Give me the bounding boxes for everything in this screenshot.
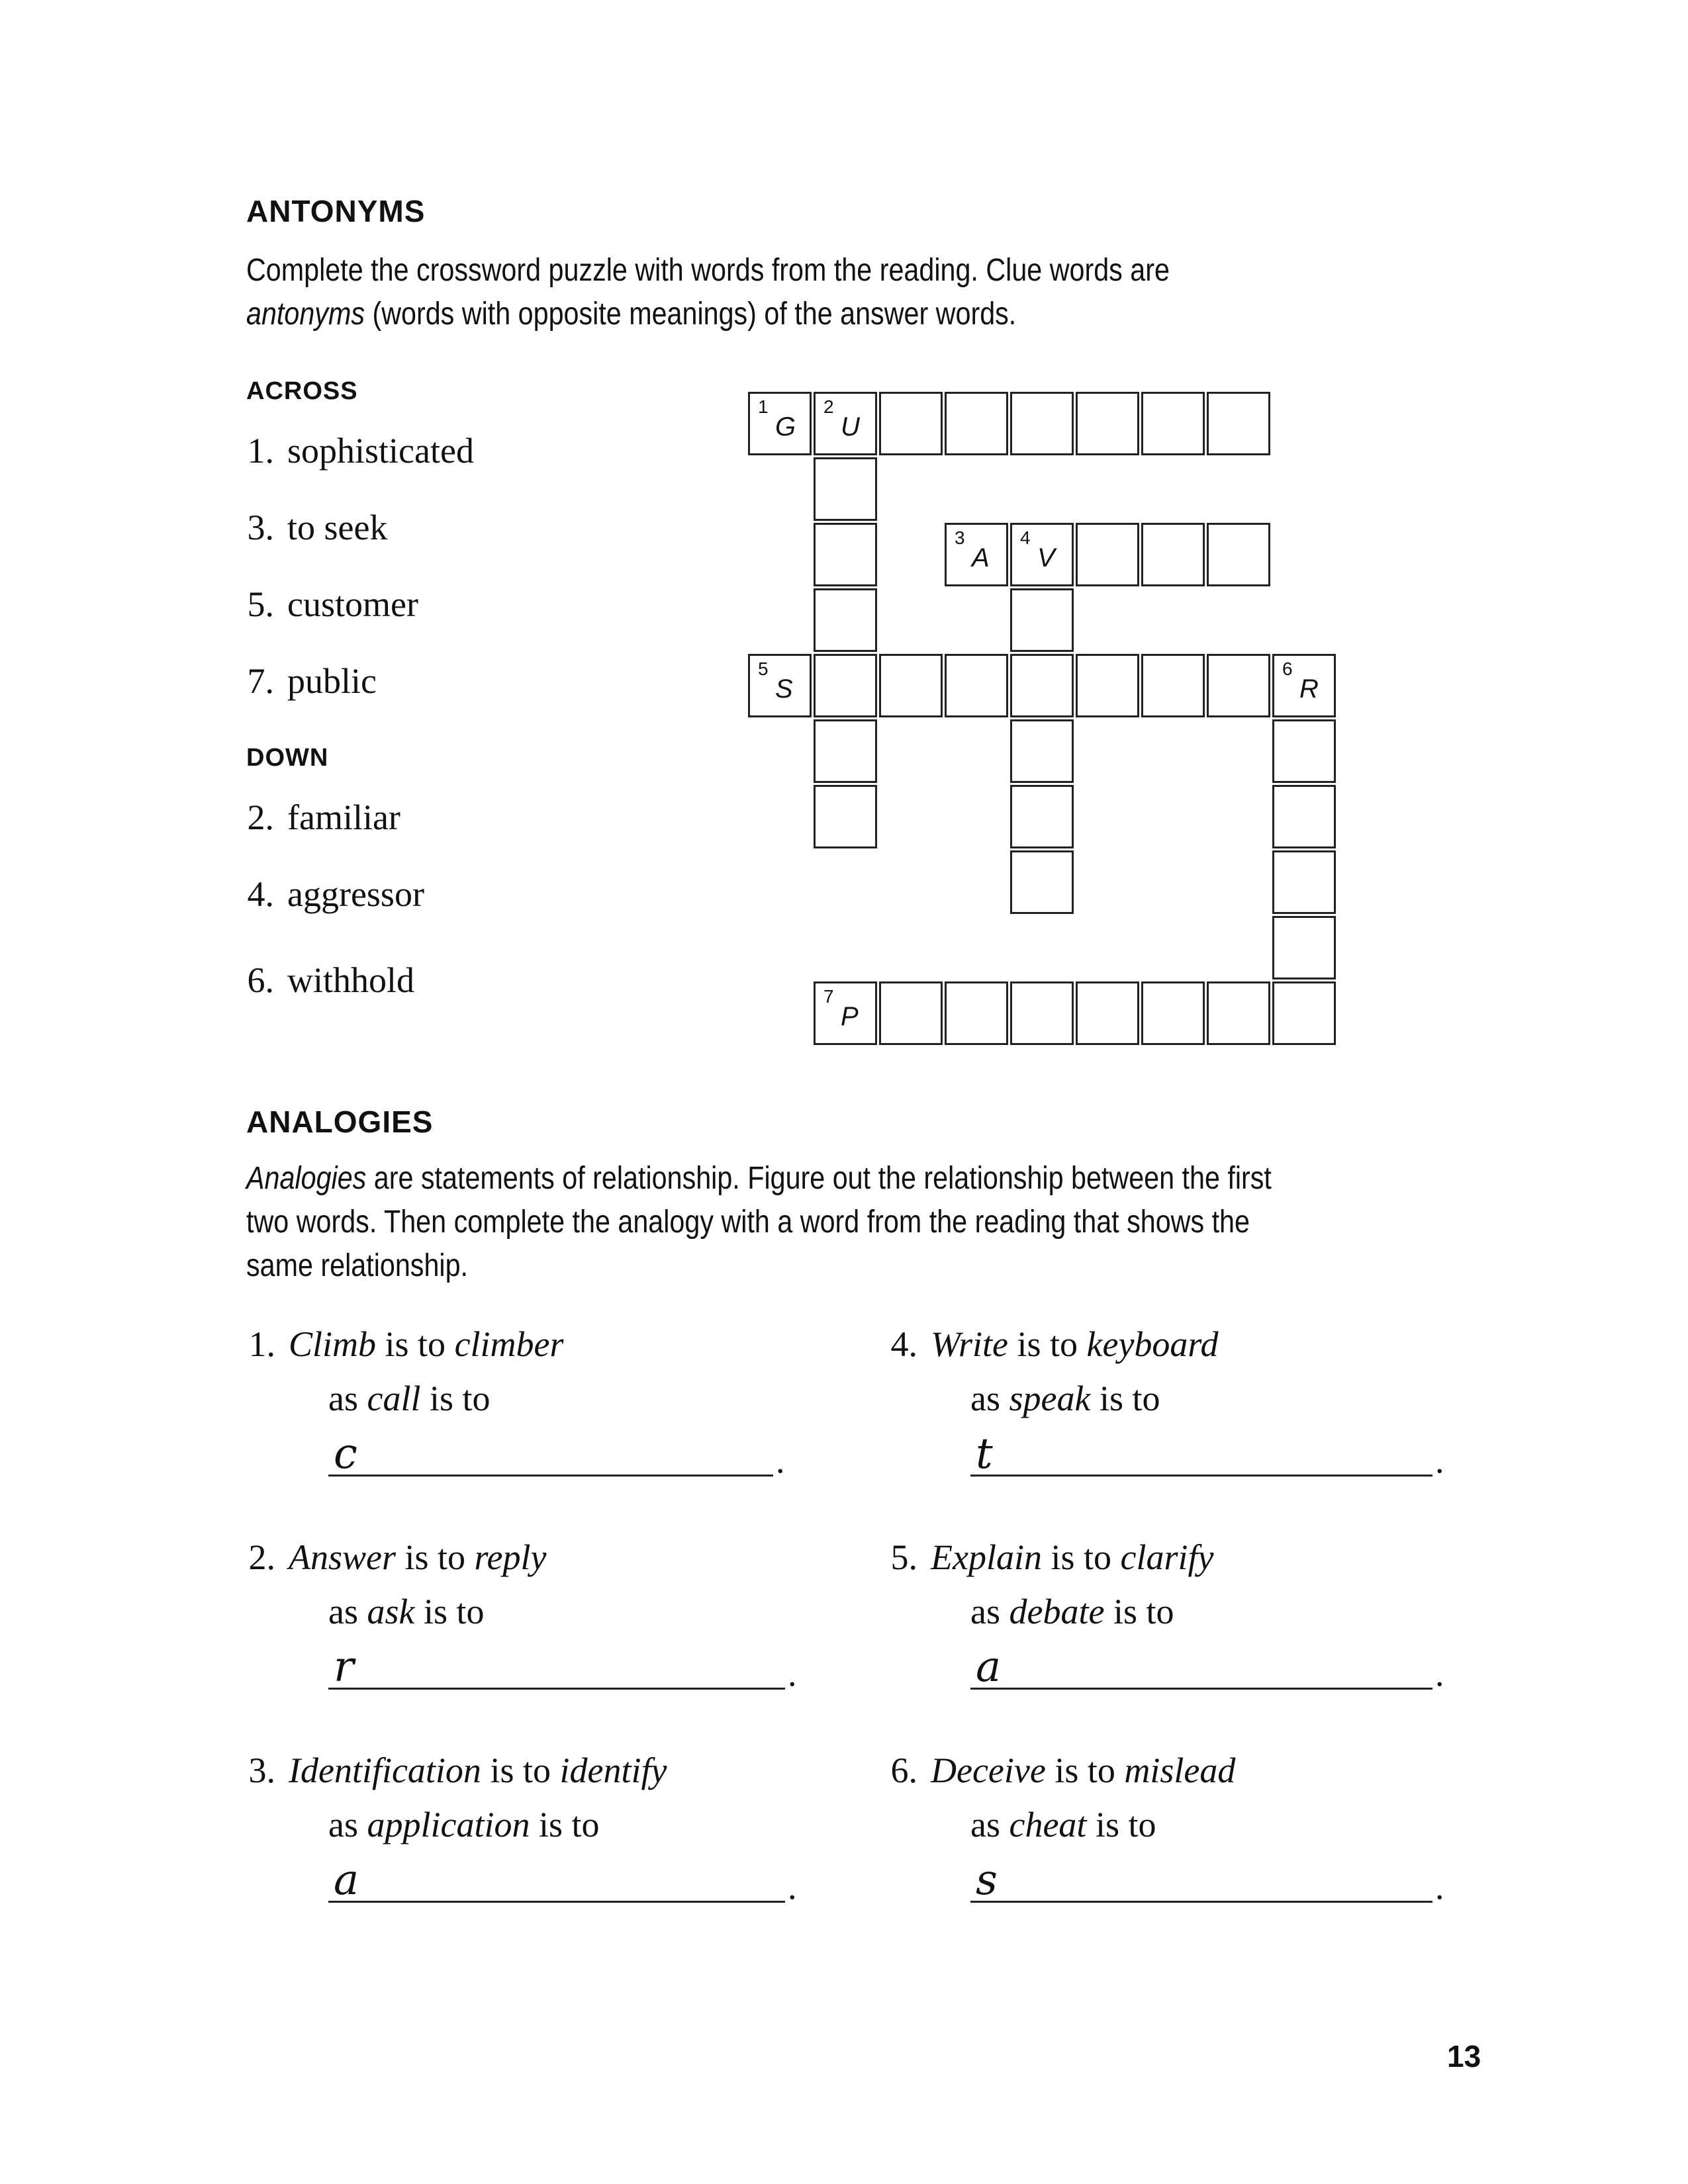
- analogy-3-period: .: [788, 1867, 797, 1907]
- analogy-number: 2.: [248, 1537, 275, 1577]
- clue-number: 7.: [247, 661, 274, 701]
- crossword-start-letter: V: [1037, 543, 1055, 572]
- analogy-tail: is to: [530, 1805, 600, 1844]
- crossword-cell[interactable]: [1207, 392, 1270, 455]
- analogy-as: as: [970, 1592, 1009, 1631]
- clue-number: 5.: [247, 584, 274, 624]
- analogy-term-b: climber: [454, 1324, 564, 1364]
- analogy-term-b: clarify: [1120, 1537, 1214, 1577]
- analogy-1-line-1: [222, 1324, 564, 1365]
- analogy-2-period: .: [788, 1654, 797, 1694]
- analogy-tail: is to: [1090, 1379, 1160, 1418]
- crossword-cell-start-1[interactable]: [748, 392, 812, 455]
- analogy-term-c: ask: [367, 1592, 415, 1631]
- antonyms-instructions-line-1: Complete the crossword puzzle with words from the reading. Clue words are: [246, 253, 1170, 288]
- down-clue-6: [220, 960, 414, 1001]
- analogy-6-line-1: [865, 1750, 1235, 1791]
- antonyms-italic-term: antonyms: [246, 296, 365, 332]
- analogy-connector: is to: [376, 1324, 455, 1364]
- crossword-clue-number: 3: [955, 527, 965, 548]
- crossword-cell[interactable]: [1272, 981, 1336, 1045]
- analogy-as: as: [328, 1592, 367, 1631]
- crossword-cell[interactable]: [814, 588, 877, 652]
- analogy-connector: is to: [1045, 1751, 1125, 1790]
- analogy-hint-letter: a: [976, 1643, 1002, 1692]
- crossword-cell-start-5[interactable]: [748, 654, 812, 717]
- analogy-tail: is to: [420, 1379, 491, 1418]
- clue-text: familiar: [287, 797, 400, 837]
- crossword-clue-number: 6: [1282, 659, 1293, 679]
- antonyms-instructions-line-2-rest: (words with opposite meanings) of the answer words.: [364, 296, 1017, 332]
- analogy-term-a: Deceive: [931, 1751, 1046, 1790]
- crossword-cell[interactable]: [1207, 523, 1270, 586]
- crossword-cell[interactable]: [945, 981, 1008, 1045]
- analogy-5-period: .: [1435, 1654, 1444, 1694]
- analogy-term-c: debate: [1009, 1592, 1105, 1631]
- crossword-cell[interactable]: [879, 981, 943, 1045]
- crossword-cell[interactable]: [814, 654, 877, 717]
- analogy-3-line-1: [222, 1750, 667, 1791]
- analogy-3-line-2: [328, 1804, 600, 1845]
- across-label: ACROSS: [246, 377, 358, 405]
- antonyms-instructions: [246, 249, 1170, 336]
- analogy-4-line-2: [970, 1378, 1160, 1419]
- analogies-intro-line-3: same relationship.: [246, 1248, 468, 1283]
- analogy-connector: is to: [1041, 1537, 1121, 1577]
- crossword-clue-number: 4: [1020, 527, 1031, 548]
- crossword-cell[interactable]: [1076, 392, 1139, 455]
- analogy-tail: is to: [1104, 1592, 1174, 1631]
- analogy-2-line-1: [222, 1537, 546, 1578]
- across-clue-3: [220, 507, 387, 548]
- crossword-cell-start-3[interactable]: [945, 523, 1008, 586]
- analogy-5-line-2: [970, 1591, 1174, 1632]
- crossword-cell[interactable]: [1272, 719, 1336, 783]
- clue-number: 2.: [247, 797, 274, 837]
- analogies-intro-line-1-rest: are statements of relationship. Figure out the relationship between the first: [366, 1161, 1272, 1196]
- crossword-start-letter: P: [841, 1002, 859, 1031]
- crossword-cell-start-6[interactable]: [1272, 654, 1336, 717]
- analogy-tail: is to: [414, 1592, 485, 1631]
- crossword-cell[interactable]: [1010, 719, 1074, 783]
- crossword-cell[interactable]: [1141, 654, 1205, 717]
- crossword-start-letter: U: [841, 412, 860, 441]
- crossword-cell[interactable]: [814, 719, 877, 783]
- analogy-term-a: Identification: [289, 1751, 481, 1790]
- crossword-clue-number: 7: [823, 986, 834, 1007]
- clue-number: 1.: [247, 431, 274, 471]
- analogy-term-a: Climb: [289, 1324, 377, 1364]
- crossword-cell[interactable]: [1076, 981, 1139, 1045]
- analogy-term-c: speak: [1009, 1379, 1091, 1418]
- analogy-term-c: application: [367, 1805, 530, 1844]
- analogy-hint-letter: a: [334, 1856, 359, 1905]
- across-clue-5: [220, 584, 418, 625]
- analogy-term-a: Answer: [289, 1537, 396, 1577]
- crossword-clue-number: 5: [758, 659, 769, 679]
- down-clue-2: [220, 797, 400, 838]
- crossword-cell[interactable]: [1272, 916, 1336, 979]
- clue-text: aggressor: [287, 874, 424, 914]
- analogy-1-line-2: [328, 1378, 491, 1419]
- down-label: DOWN: [246, 744, 329, 772]
- analogy-number: 1.: [248, 1324, 275, 1364]
- analogies-intro: [246, 1157, 1272, 1288]
- across-clue-7: [220, 660, 377, 702]
- analogy-5-line-1: [865, 1537, 1213, 1578]
- analogy-4-line-1: [865, 1324, 1218, 1365]
- crossword-cell[interactable]: [1010, 981, 1074, 1045]
- analogy-as: as: [328, 1805, 367, 1844]
- analogy-5-answer-blank[interactable]: [970, 1643, 1432, 1692]
- crossword-cell[interactable]: [1207, 981, 1270, 1045]
- clue-text: customer: [287, 584, 418, 624]
- crossword-cell[interactable]: [814, 457, 877, 521]
- page-number: 13: [1447, 2039, 1481, 2073]
- analogy-6-answer-blank[interactable]: [970, 1856, 1432, 1905]
- analogy-6-line-2: [970, 1804, 1156, 1845]
- crossword-cell-start-4[interactable]: [1010, 523, 1074, 586]
- analogy-4-period: .: [1435, 1441, 1444, 1480]
- analogies-heading: ANALOGIES: [246, 1105, 434, 1139]
- analogies-intro-line-1: [246, 1157, 1272, 1201]
- analogy-connector: is to: [481, 1751, 560, 1790]
- down-clue-4: [220, 874, 424, 915]
- analogy-2-answer-blank[interactable]: [328, 1643, 785, 1692]
- crossword-cell[interactable]: [1010, 785, 1074, 848]
- crossword-cell[interactable]: [1076, 523, 1139, 586]
- crossword-cell[interactable]: [1010, 588, 1074, 652]
- analogy-term-c: call: [367, 1379, 421, 1418]
- analogy-number: 3.: [248, 1751, 275, 1790]
- analogy-hint-letter: t: [976, 1430, 993, 1479]
- clue-number: 4.: [247, 874, 274, 914]
- analogy-1-period: .: [776, 1441, 785, 1480]
- analogy-2-line-2: [328, 1591, 485, 1632]
- crossword-cell[interactable]: [1076, 654, 1139, 717]
- crossword-clue-number: 1: [758, 396, 769, 417]
- antonyms-heading: ANTONYMS: [246, 194, 426, 228]
- analogy-connector: is to: [1008, 1324, 1087, 1364]
- crossword-start-letter: R: [1299, 674, 1319, 704]
- analogies-italic-term: Analogies: [246, 1161, 367, 1196]
- crossword-cell[interactable]: [1010, 654, 1074, 717]
- analogy-term-b: reply: [474, 1537, 547, 1577]
- crossword-start-letter: A: [972, 543, 990, 572]
- clue-text: to seek: [287, 508, 388, 547]
- crossword-cell-start-2[interactable]: [814, 392, 877, 455]
- crossword-cell[interactable]: [1272, 785, 1336, 848]
- analogy-hint-letter: s: [976, 1856, 998, 1905]
- analogy-term-b: mislead: [1124, 1751, 1236, 1790]
- analogy-number: 6.: [890, 1751, 917, 1790]
- crossword-start-letter: G: [775, 412, 796, 441]
- clue-number: 6.: [247, 960, 274, 1000]
- crossword-clue-number: 2: [823, 396, 834, 417]
- crossword-cell[interactable]: [879, 392, 943, 455]
- analogy-1-answer-blank[interactable]: [328, 1430, 773, 1479]
- across-clue-1: [220, 430, 474, 471]
- analogy-number: 5.: [890, 1537, 917, 1577]
- crossword-cell[interactable]: [945, 654, 1008, 717]
- analogy-4-answer-blank[interactable]: [970, 1430, 1432, 1479]
- crossword-cell[interactable]: [945, 392, 1008, 455]
- crossword-cell[interactable]: [879, 654, 943, 717]
- analogy-term-a: Explain: [931, 1537, 1042, 1577]
- crossword-start-letter: S: [775, 674, 793, 704]
- clue-number: 3.: [247, 508, 274, 547]
- crossword-cell[interactable]: [1010, 392, 1074, 455]
- crossword-cell[interactable]: [1141, 392, 1205, 455]
- analogy-connector: is to: [396, 1537, 475, 1577]
- analogy-hint-letter: c: [334, 1430, 357, 1479]
- crossword-cell[interactable]: [1010, 850, 1074, 914]
- crossword-cell[interactable]: [1207, 654, 1270, 717]
- analogy-term-c: cheat: [1009, 1805, 1087, 1844]
- analogies-intro-line-2: two words. Then complete the analogy with a word from the reading that shows the: [246, 1205, 1250, 1240]
- analogy-term-a: Write: [931, 1324, 1008, 1364]
- crossword-cell[interactable]: [814, 523, 877, 586]
- analogy-term-b: keyboard: [1086, 1324, 1219, 1364]
- clue-text: withhold: [287, 960, 415, 1000]
- crossword-cell[interactable]: [1272, 850, 1336, 914]
- analogy-3-answer-blank[interactable]: [328, 1856, 785, 1905]
- antonyms-instructions-line-2: [246, 293, 1170, 336]
- analogy-6-period: .: [1435, 1867, 1444, 1907]
- analogy-hint-letter: r: [334, 1643, 354, 1692]
- analogy-term-b: identify: [559, 1751, 667, 1790]
- crossword-cell[interactable]: [814, 785, 877, 848]
- clue-text: public: [287, 661, 377, 701]
- analogy-as: as: [970, 1379, 1009, 1418]
- analogy-tail: is to: [1086, 1805, 1156, 1844]
- analogy-number: 4.: [890, 1324, 917, 1364]
- clue-text: sophisticated: [287, 431, 474, 471]
- analogy-as: as: [328, 1379, 367, 1418]
- analogy-as: as: [970, 1805, 1009, 1844]
- crossword-cell[interactable]: [1141, 981, 1205, 1045]
- crossword-cell[interactable]: [1141, 523, 1205, 586]
- crossword-cell-start-7[interactable]: [814, 981, 877, 1045]
